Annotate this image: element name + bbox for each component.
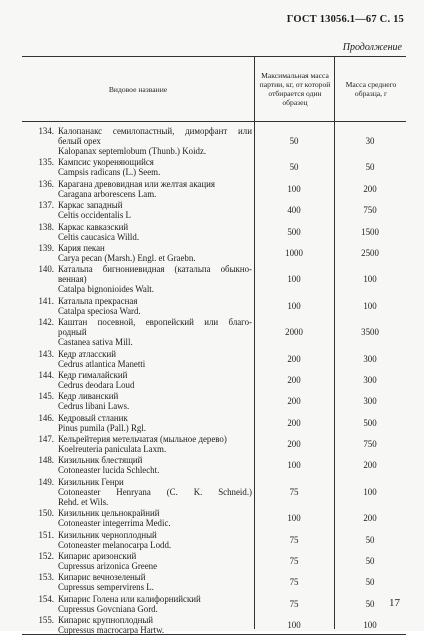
species-name	[58, 200, 252, 220]
species-name	[58, 222, 252, 242]
table-row	[22, 551, 406, 572]
batch-mass-value: 100	[287, 183, 301, 194]
sample-mass-value: 50	[365, 534, 375, 545]
russian-name-line: венная)	[58, 274, 87, 285]
row-number: 144.	[38, 369, 54, 380]
sample-mass-value: 300	[363, 396, 377, 407]
species-name	[58, 317, 252, 347]
species-name	[58, 477, 252, 507]
latin-name-line: Catalpa bignonioides Walt.	[58, 284, 154, 295]
sample-mass-value: 200	[363, 460, 377, 471]
table-row	[22, 317, 406, 348]
row-number: 146.	[38, 412, 54, 423]
batch-mass-value: 100	[287, 620, 301, 631]
page-header: ГОСТ 13056.1—67 С. 15	[286, 14, 404, 25]
batch-mass-value: 75	[289, 577, 299, 588]
batch-mass-value: 75	[289, 598, 299, 609]
species-name	[58, 157, 252, 177]
sample-mass-value: 2500	[361, 247, 379, 258]
sample-mass-value: 750	[363, 439, 377, 450]
sample-mass-value: 200	[363, 513, 377, 524]
sample-mass-value: 30	[365, 136, 375, 146]
species-name	[58, 594, 252, 614]
table-row	[22, 615, 406, 636]
species-name	[58, 349, 252, 369]
table-row	[22, 530, 406, 551]
row-number: 154.	[38, 593, 54, 604]
species-name	[58, 179, 252, 199]
row-number: 152.	[38, 551, 54, 562]
table-row	[22, 413, 406, 434]
latin-name-line: Rehd. et Wils.	[58, 496, 109, 507]
russian-name-line: Кизильник черноплодный	[58, 529, 157, 540]
table-row	[22, 200, 406, 221]
sample-mass-value: 200	[363, 183, 377, 194]
table-header	[22, 57, 406, 122]
sample-mass-value: 100	[363, 274, 377, 285]
batch-mass-value: 200	[287, 353, 301, 364]
species-name	[58, 434, 252, 454]
table-body	[22, 122, 406, 634]
row-number: 143.	[38, 348, 54, 359]
row-number: 149.	[38, 476, 54, 487]
russian-name-line: Каркас западный	[58, 200, 123, 211]
sample-mass-value: 100	[363, 300, 377, 311]
species-name	[58, 413, 252, 433]
batch-mass-value: 50	[289, 136, 299, 146]
table-row	[22, 370, 406, 391]
species-name	[58, 126, 252, 156]
batch-mass-value: 2000	[285, 327, 303, 338]
russian-name-line: Кипарис аризонский	[58, 551, 137, 562]
species-table	[22, 56, 406, 635]
batch-mass-value: 50	[289, 162, 299, 173]
table-row	[22, 349, 406, 370]
sample-mass-value: 1500	[361, 226, 379, 237]
species-name	[58, 296, 252, 316]
row-number: 148.	[38, 455, 54, 466]
russian-name-line: Кедр атласский	[58, 348, 116, 359]
table-row	[22, 126, 406, 157]
row-number: 138.	[38, 221, 54, 232]
batch-mass-value: 500	[287, 226, 301, 237]
column-header-batch: Максимальная масса партии, кг, от которой отбирается один образец	[254, 57, 335, 121]
table-row	[22, 455, 406, 476]
sample-mass-value: 50	[365, 598, 375, 609]
row-number: 139.	[38, 242, 54, 253]
russian-name-line: Кельрейтерия метельчатая (мыльное дерево)	[58, 434, 227, 445]
russian-name-line: Каркас кавказский	[58, 221, 129, 232]
russian-name-line: Каштан посевной, европейский или благо-	[58, 317, 252, 328]
latin-name-line: Cotoneaster Henryana (C. K. Schneid.)	[58, 486, 252, 497]
sample-mass-value: 300	[363, 374, 377, 385]
sample-mass-value: 50	[365, 162, 375, 173]
row-number: 134.	[38, 126, 54, 136]
species-name	[58, 572, 252, 592]
latin-name-line: Cupressus macrocarpa Hartw.	[58, 625, 165, 636]
row-number: 141.	[38, 295, 54, 306]
batch-mass-value: 1000	[285, 247, 303, 258]
continuation-label: Продолжение	[342, 42, 402, 53]
batch-mass-value: 100	[287, 274, 301, 285]
russian-name-line: Кедр гималайский	[58, 369, 128, 380]
table-row	[22, 477, 406, 508]
sample-mass-value: 50	[365, 556, 375, 567]
table-row	[22, 157, 406, 178]
russian-name-line: родный	[58, 327, 87, 338]
latin-name-line: Campsis radicans (L.) Seem.	[58, 167, 161, 178]
row-number: 142.	[38, 317, 54, 328]
species-name	[58, 243, 252, 263]
species-name	[58, 455, 252, 475]
latin-name-line: Celtis occidentalis L	[58, 210, 131, 221]
latin-name-line: Cupressus Govcniana Gord.	[58, 603, 158, 614]
batch-mass-value: 100	[287, 513, 301, 524]
latin-name-line: Cotoneaster melanocarpa Lodd.	[58, 539, 172, 550]
species-name	[58, 615, 252, 635]
russian-name-line: Кизильник цельнокрайний	[58, 508, 160, 519]
row-number: 135.	[38, 157, 54, 168]
russian-name-line: белый орех	[58, 136, 101, 146]
table-row	[22, 572, 406, 593]
russian-name-line: Кизильник Генри	[58, 476, 124, 487]
table-row	[22, 264, 406, 295]
row-number: 150.	[38, 508, 54, 519]
row-number: 140.	[38, 264, 54, 275]
table-row	[22, 222, 406, 243]
latin-name-line: Cotoneaster lucida Schlecht.	[58, 465, 160, 476]
batch-mass-value: 200	[287, 417, 301, 428]
russian-name-line: Кизильник блестящий	[58, 455, 143, 466]
russian-name-line: Кипарис Голена или калифорнийский	[58, 593, 201, 604]
russian-name-line: Кампсис укореняющийся	[58, 157, 154, 168]
latin-name-line: Cedrus libani Laws.	[58, 401, 130, 412]
batch-mass-value: 75	[289, 556, 299, 567]
row-number: 145.	[38, 391, 54, 402]
table-row	[22, 594, 406, 615]
russian-name-line: Кария пекан	[58, 242, 105, 253]
russian-name-line: Карагана древовидная или желтая акация	[58, 178, 215, 189]
row-number: 136.	[38, 178, 54, 189]
latin-name-line: Cupressus sempervirens L.	[58, 582, 154, 593]
latin-name-line: Cupressus arizonica Greene	[58, 561, 158, 572]
latin-name-line: Cedrus atlantica Manetti	[58, 358, 146, 369]
latin-name-line: Caragana arborescens Lam.	[58, 188, 157, 199]
species-name	[58, 530, 252, 550]
species-name	[58, 551, 252, 571]
latin-name-line: Koelreuteria paniculata Laxm.	[58, 444, 167, 455]
latin-name-line: Pinus pumila (Pall.) Rgl.	[58, 422, 147, 433]
column-header-sample: Масса среднего образца, г	[334, 57, 407, 121]
species-name	[58, 370, 252, 390]
row-number: 147.	[38, 434, 54, 445]
batch-mass-value: 200	[287, 374, 301, 385]
species-name	[58, 264, 252, 294]
page-number: 17	[389, 597, 400, 609]
species-name	[58, 508, 252, 528]
row-number: 155.	[38, 615, 54, 626]
sample-mass-value: 500	[363, 417, 377, 428]
russian-name-line: Кедр ливанский	[58, 391, 119, 402]
table-row	[22, 243, 406, 264]
sample-mass-value: 100	[363, 486, 377, 497]
row-number: 151.	[38, 529, 54, 540]
latin-name-line: Cotoneaster integerrima Medic.	[58, 518, 171, 529]
latin-name-line: Carya pecan (Marsh.) Engl. et Graebn.	[58, 252, 196, 263]
batch-mass-value: 200	[287, 396, 301, 407]
table-row	[22, 179, 406, 200]
batch-mass-value: 75	[289, 486, 299, 497]
batch-mass-value: 400	[287, 205, 301, 216]
table-row	[22, 434, 406, 455]
batch-mass-value: 100	[287, 300, 301, 311]
russian-name-line: Катальпа бигнониевидная (катальпа обыкно-	[58, 264, 252, 275]
column-header-species: Видовое название	[108, 84, 168, 94]
row-number: 153.	[38, 572, 54, 583]
latin-name-line: Castanea sativa Mill.	[58, 337, 133, 348]
batch-mass-value: 200	[287, 439, 301, 450]
russian-name-line: Кедровый стланик	[58, 412, 128, 423]
batch-mass-value: 75	[289, 534, 299, 545]
russian-name-line: Кипарис крупноплодный	[58, 615, 154, 626]
table-row	[22, 391, 406, 412]
table-row	[22, 508, 406, 529]
latin-name-line: Kalopanax septemlobum (Thunb.) Koidz.	[58, 146, 207, 156]
sample-mass-value: 3500	[361, 327, 379, 338]
sample-mass-value: 300	[363, 353, 377, 364]
sample-mass-value: 50	[365, 577, 375, 588]
latin-name-line: Catalpa speciosa Ward.	[58, 305, 141, 316]
latin-name-line: Celtis caucasica Willd.	[58, 231, 140, 242]
russian-name-line: Катальпа прекрасная	[58, 295, 138, 306]
sample-mass-value: 100	[363, 620, 377, 631]
batch-mass-value: 100	[287, 460, 301, 471]
russian-name-line: Калопанакс семилопастный, диморфант или	[58, 126, 252, 136]
sample-mass-value: 750	[363, 205, 377, 216]
table-row	[22, 296, 406, 317]
russian-name-line: Кипарис вечнозеленый	[58, 572, 146, 583]
latin-name-line: Cedrus deodara Loud	[58, 379, 135, 390]
row-number: 137.	[38, 200, 54, 211]
species-name	[58, 391, 252, 411]
